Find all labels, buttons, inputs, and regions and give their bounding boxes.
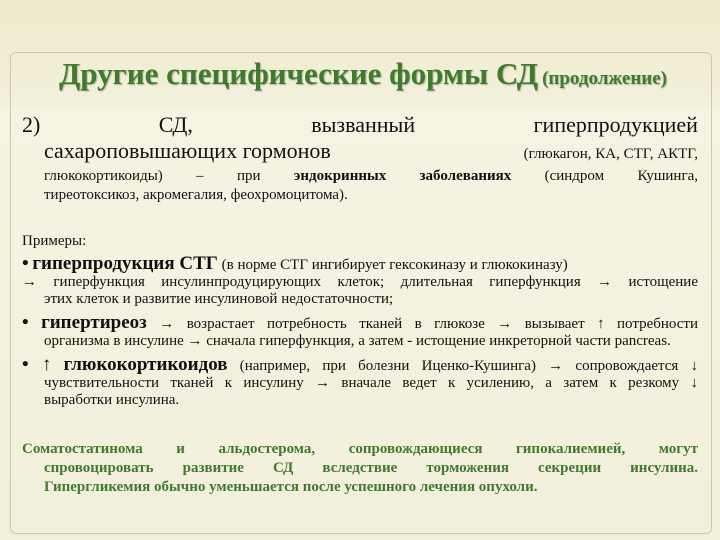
- example-hyperthyroidism-heading: гипертиреоз: [41, 312, 147, 333]
- example-hyperthyroidism-line-1: [22, 314, 698, 333]
- item-2-word-1: СД,: [158, 112, 193, 137]
- slide-title-sub: (продолжение): [542, 68, 668, 89]
- item-2-line-3-c: (синдром Кушинга,: [544, 168, 699, 184]
- example-hyperthyroidism-text: → возрастает потребность тканей в глюкозе → вызывает ↑ потребности: [159, 316, 699, 332]
- example-stg: [22, 255, 698, 308]
- item-2-line-3-b: эндокринных заболеваниях: [293, 168, 512, 184]
- example-stg-line-3: этих клеток и развитие инсулиновой недостаточности;: [44, 291, 394, 307]
- footnote-line-2: спровоцировать развитие СД вследствие торможения секреции инсулина.: [44, 460, 698, 476]
- example-stg-bullet: •: [22, 253, 29, 274]
- example-glucocorticoids-bullet: • ↑: [22, 354, 52, 375]
- footnote-line-1: Соматостатинома и альдостерома, сопровождающиеся гипокалиемией, могут: [22, 441, 698, 457]
- item-2-line-1: [22, 112, 698, 138]
- examples-heading: Примеры:: [22, 233, 87, 249]
- example-hyperthyroidism: [22, 314, 698, 350]
- example-hyperthyroidism-bullet: •: [22, 312, 29, 333]
- item-2-line-3-a: глюкокортикоиды) – при: [44, 168, 261, 184]
- slide-title: [18, 56, 708, 92]
- slide-title-main: Другие специфические формы СД: [58, 56, 539, 91]
- example-stg-heading: гиперпродукция СТГ: [32, 253, 218, 274]
- item-2-number: 2): [22, 112, 41, 137]
- footnote-line-3: Гипергликемия обычно уменьшается после успешного лечения опухоли.: [44, 479, 538, 495]
- footnote: [22, 440, 698, 497]
- example-glucocorticoids-heading: глюкокортикоидов: [63, 354, 228, 375]
- item-2: [22, 112, 698, 205]
- item-2-line-4: тиреотоксикоз, акромегалия, феохромоцитома).: [44, 187, 348, 203]
- item-2-line-2: [22, 138, 698, 167]
- example-glucocorticoids-line-3: выработки инсулина.: [44, 392, 180, 408]
- example-stg-line-1: [22, 255, 698, 274]
- example-hyperthyroidism-line-2: организма в инсулине → сначала гиперфункция, а затем - истощение инкреторной части pancreas.: [44, 333, 671, 349]
- item-2-line-2-big: сахароповышающих гормонов: [44, 138, 331, 163]
- example-glucocorticoids-line-1: [22, 356, 698, 375]
- item-2-word-2: вызванный: [311, 112, 416, 137]
- example-stg-line-2: → гиперфункция инсулинпродуцирующих клеток; длительная гиперфункция → истощение: [22, 274, 698, 290]
- example-glucocorticoids-line-2: чувствительности тканей к инсулину → вначале ведет к усилению, а затем к резкому ↓: [44, 375, 698, 391]
- example-stg-note: (в норме СТГ ингибирует гексокиназу и глюкокиназу): [221, 257, 568, 273]
- examples-section: [22, 231, 698, 415]
- item-2-word-3: гиперпродукцией: [533, 112, 698, 137]
- example-glucocorticoids: [22, 356, 698, 409]
- item-2-line-3: [22, 167, 698, 186]
- item-2-line-2-small: (глюкагон, КА, СТГ, АКТГ,: [523, 146, 698, 162]
- example-glucocorticoids-text: (например, при болезни Иценко-Кушинга) → сопровождается ↓: [239, 358, 699, 374]
